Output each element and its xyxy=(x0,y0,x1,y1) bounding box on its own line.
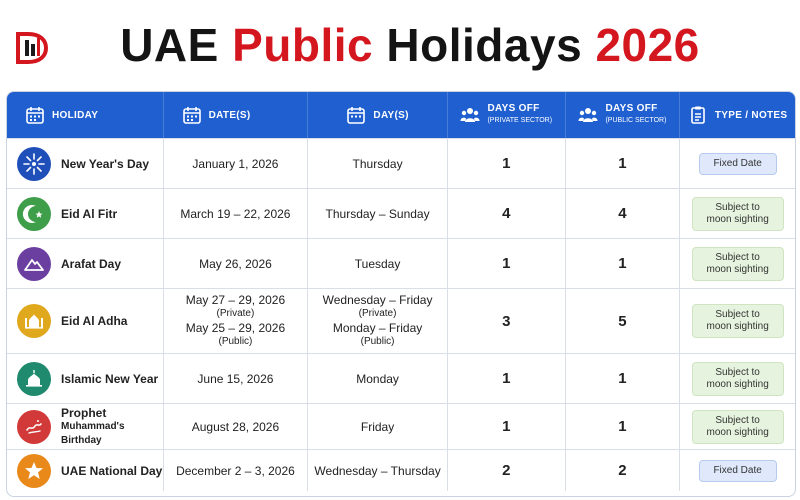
date-cell: January 1, 2026 xyxy=(164,139,309,188)
people-icon xyxy=(578,105,598,125)
calligraphy-icon xyxy=(17,410,51,444)
mountain-icon xyxy=(17,247,51,281)
clipboard-icon xyxy=(688,105,708,125)
public-days-cell: 1 xyxy=(566,354,681,403)
fireworks-icon xyxy=(17,147,51,181)
day-cell: Wednesday – Thursday xyxy=(308,450,448,491)
day-cell: Friday xyxy=(308,404,448,449)
private-days-cell: 1 xyxy=(448,239,566,288)
date-cell: June 15, 2026 xyxy=(164,354,309,403)
day-cell: Thursday xyxy=(308,139,448,188)
holiday-cell: UAE National Day xyxy=(7,450,164,491)
type-cell xyxy=(680,450,795,491)
header-private: DAYS OFF (PRIVATE SECTOR) xyxy=(448,92,566,138)
day-cell: Wednesday – Friday (Private) Monday – Friday (Public) xyxy=(308,289,448,353)
public-days-cell: 1 xyxy=(566,139,681,188)
header-holiday: HOLIDAY xyxy=(7,92,164,138)
private-days-cell: 1 xyxy=(448,404,566,449)
holiday-cell: Eid Al Fitr xyxy=(7,189,164,238)
page-title: UAE Public Holidays 2026 xyxy=(120,19,700,71)
fixed-date-badge: Fixed Date xyxy=(699,153,777,175)
date-cell: August 28, 2026 xyxy=(164,404,309,449)
date-cell: May 27 – 29, 2026 (Private) May 25 – 29, 2026 (Public) xyxy=(164,289,309,353)
type-cell xyxy=(680,189,795,238)
table-row xyxy=(7,238,795,288)
header-days: DAY(S) xyxy=(308,92,448,138)
moon-sighting-badge: Subject to moon sighting xyxy=(692,362,784,396)
star-emblem-icon xyxy=(17,454,51,488)
table-row xyxy=(7,138,795,188)
holiday-cell: New Year's Day xyxy=(7,139,164,188)
calendar-icon xyxy=(25,105,45,125)
holiday-cell: Arafat Day xyxy=(7,239,164,288)
type-cell xyxy=(680,239,795,288)
public-days-cell: 5 xyxy=(566,289,681,353)
private-days-cell: 3 xyxy=(448,289,566,353)
day-cell: Tuesday xyxy=(308,239,448,288)
holiday-cell: Islamic New Year xyxy=(7,354,164,403)
public-days-cell: 2 xyxy=(566,450,681,491)
private-days-cell: 4 xyxy=(448,189,566,238)
public-days-cell: 1 xyxy=(566,239,681,288)
header-type: TYPE / NOTES xyxy=(680,92,795,138)
moon-sighting-badge: Subject to moon sighting xyxy=(692,197,784,231)
table-row xyxy=(7,449,795,491)
moon-sighting-badge: Subject to moon sighting xyxy=(692,304,784,338)
public-days-cell: 4 xyxy=(566,189,681,238)
table-row xyxy=(7,288,795,353)
table-header xyxy=(7,92,795,138)
mosque-icon xyxy=(17,304,51,338)
header-dates: DATE(S) xyxy=(164,92,309,138)
private-days-cell: 1 xyxy=(448,139,566,188)
table-row xyxy=(7,188,795,238)
private-days-cell: 1 xyxy=(448,354,566,403)
type-cell xyxy=(680,404,795,449)
type-cell xyxy=(680,139,795,188)
moon-sighting-badge: Subject to moon sighting xyxy=(692,247,784,281)
day-cell: Monday xyxy=(308,354,448,403)
calendar-icon xyxy=(346,105,366,125)
calendar-icon xyxy=(182,105,202,125)
mosque-dome-icon xyxy=(17,362,51,396)
date-cell: May 26, 2026 xyxy=(164,239,309,288)
date-cell: March 19 – 22, 2026 xyxy=(164,189,309,238)
date-cell: December 2 – 3, 2026 xyxy=(164,450,309,491)
crescent-star-icon xyxy=(17,197,51,231)
fixed-date-badge: Fixed Date xyxy=(699,460,777,482)
header-public: DAYS OFF (PUBLIC SECTOR) xyxy=(566,92,681,138)
private-days-cell: 2 xyxy=(448,450,566,491)
type-cell xyxy=(680,289,795,353)
day-cell: Thursday – Sunday xyxy=(308,189,448,238)
moon-sighting-badge: Subject to moon sighting xyxy=(692,410,784,444)
people-icon xyxy=(460,105,480,125)
table-row xyxy=(7,353,795,403)
table-row xyxy=(7,403,795,449)
holiday-cell: Eid Al Adha xyxy=(7,289,164,353)
holiday-cell: Prophet Muhammad's Birthday xyxy=(7,404,164,449)
public-days-cell: 1 xyxy=(566,404,681,449)
type-cell xyxy=(680,354,795,403)
holidays-table xyxy=(6,91,796,497)
